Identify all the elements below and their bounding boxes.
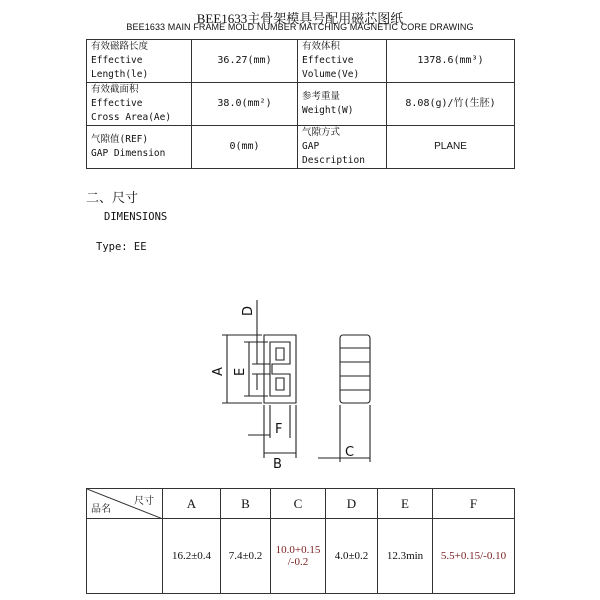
param-label-line: 气隙值(REF) [91,134,149,145]
param-label-line: Volume(Ve) [302,69,360,80]
parameters-table [86,39,515,169]
dimension-label-d: D [241,305,256,316]
dimension-label-b: B [273,457,282,472]
column-header: E [378,489,433,519]
param-value: 0(mm) [192,126,298,169]
param-label [87,126,192,169]
dimensions-table [86,488,515,594]
param-value: 1378.6(mm³) [387,40,515,83]
param-value: PLANE [387,126,515,169]
dimension-label-a: A [211,367,226,376]
core-front-view [264,335,296,403]
param-label [298,126,387,169]
param-value: 8.08(g)/竹(生胚) [387,83,515,126]
param-label-line: 有效磁路长度 [91,41,149,52]
param-value: 38.0(mm²) [192,83,298,126]
param-label-line: Cross Area(Ae) [91,112,172,123]
dims-header-row [87,489,515,519]
param-label-line: 气隙方式 [302,127,341,138]
parameter-row [87,40,515,83]
param-value: 36.27(mm) [192,40,298,83]
dims-value-row [87,519,515,594]
param-label-line: Length(le) [91,69,149,80]
column-header: D [326,489,378,519]
core-drawing [200,290,400,480]
corner-bottom-label: 品名 [91,504,111,515]
param-label-line: Effective [302,55,354,66]
section-heading: 二、尺寸 [86,191,139,206]
param-label-line: Weight(W) [302,105,354,116]
param-label-line: Effective [91,55,143,66]
param-label-line: 有效截面积 [91,84,139,95]
dimension-label-c: C [345,445,355,460]
type-label: Type: EE [96,241,147,253]
param-label-line: GAP Dimension [91,148,166,159]
column-header: F [433,489,515,519]
column-header: B [221,489,271,519]
param-label-line: GAP Description [302,141,365,166]
product-name-cell [87,519,163,594]
dimension-value: 12.3min [378,519,433,594]
core-side-view [340,335,370,403]
param-label [298,83,387,126]
parameter-row [87,83,515,126]
param-label-line: Effective [91,98,143,109]
param-label-line: 参考重量 [302,91,341,102]
page-subtitle: BEE1633 MAIN FRAME MOLD NUMBER MATCHING MAGNETIC CORE DRAWING [126,22,474,32]
dimension-label-f: F [275,422,283,437]
dimensions-label: DIMENSIONS [104,211,168,223]
dimension-value: 7.4±0.2 [221,519,271,594]
column-header: A [163,489,221,519]
parameter-row [87,126,515,169]
param-label-line: 有效体积 [302,41,341,52]
page-title: BEE1633主骨架模具号配用磁芯图纸 [196,11,404,26]
dimension-value: 4.0±0.2 [326,519,378,594]
dimension-value: 5.5+0.15/-0.10 [433,519,515,594]
dimension-label-e: E [233,367,248,376]
dimension-value: 16.2±0.4 [163,519,221,594]
corner-top-label: 尺寸 [134,496,154,507]
param-label [87,83,192,126]
dimension-value: 10.0+0.15 /-0.2 [271,519,326,594]
corner-cell [87,489,163,519]
param-label [87,40,192,83]
core-window [276,348,284,390]
column-header: C [271,489,326,519]
param-label [298,40,387,83]
